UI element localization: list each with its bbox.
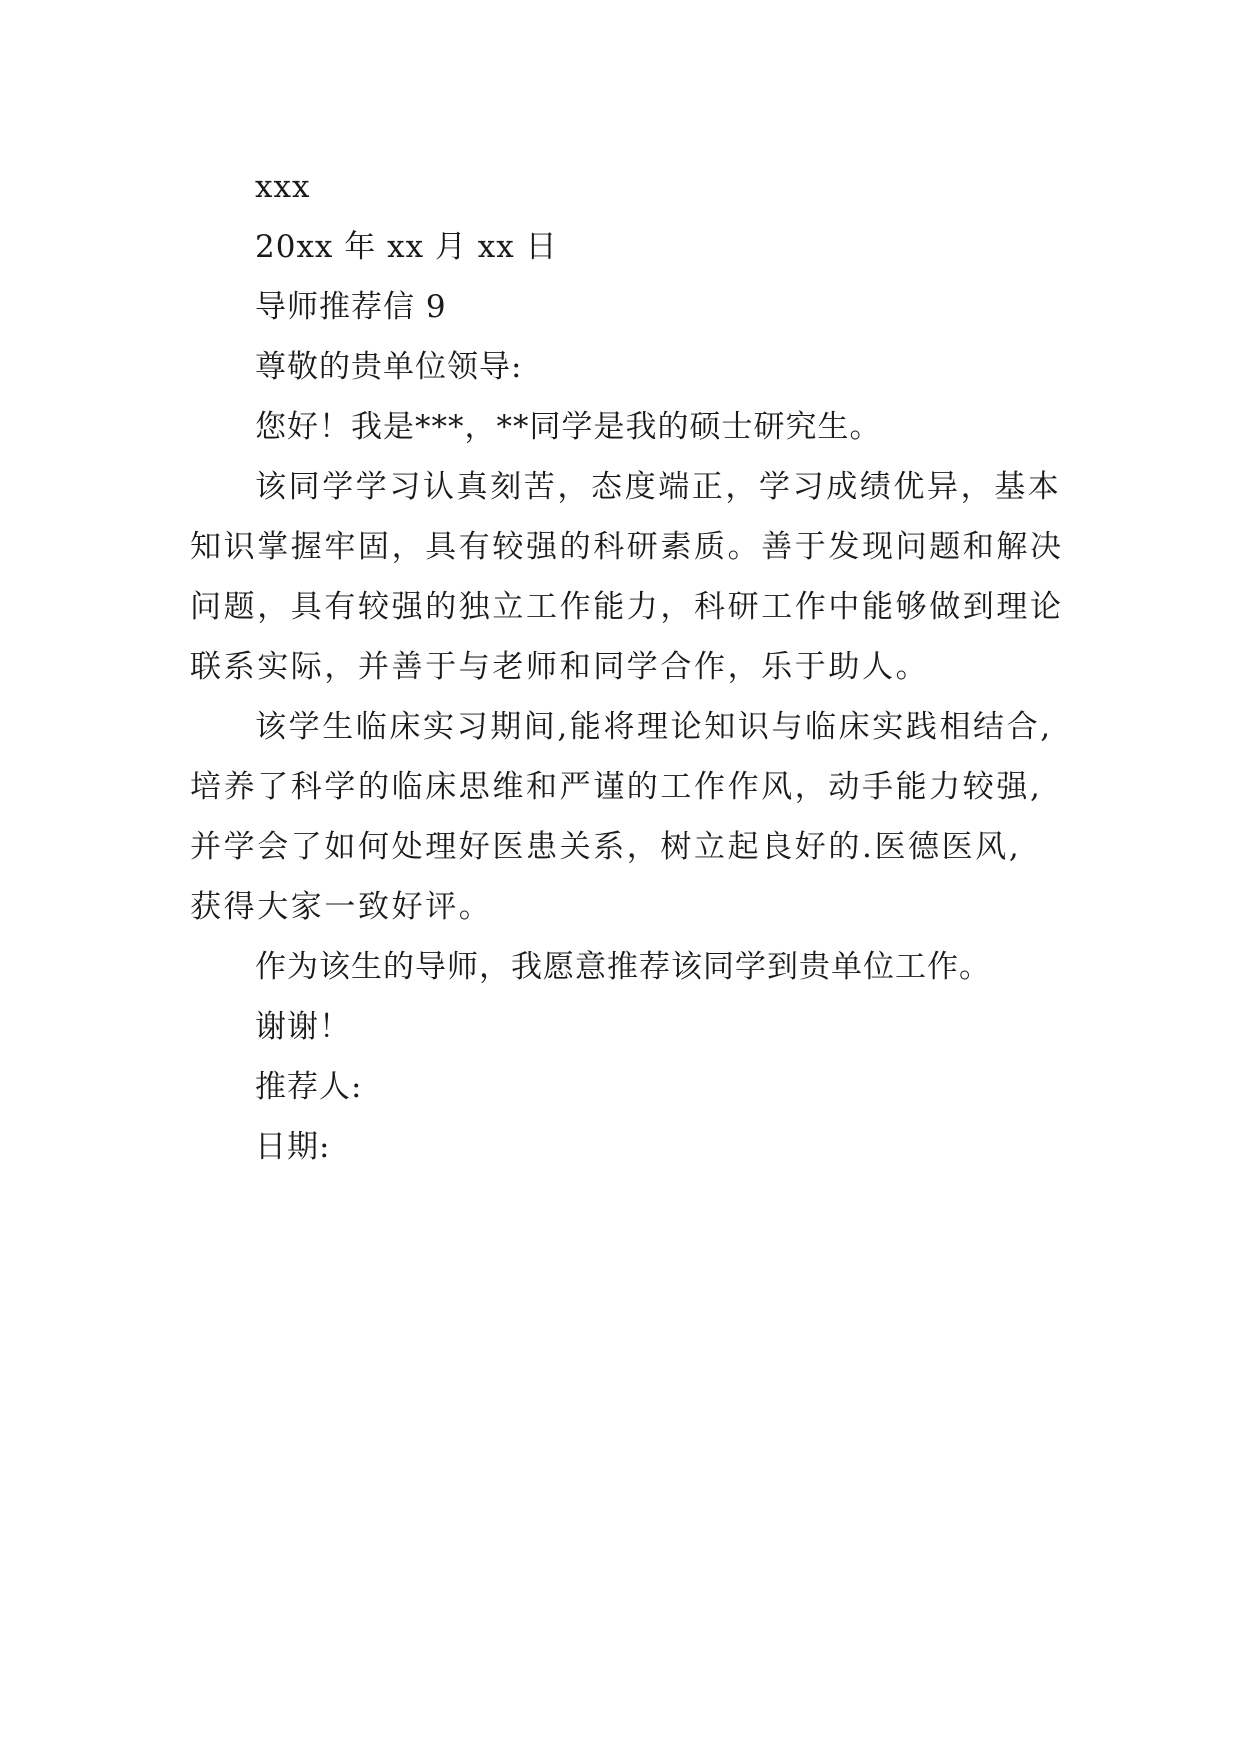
date-label: 日期: (255, 1129, 331, 1165)
paragraph-line: 该学生临床实习期间,能将理论知识与临床实践相结合, (255, 709, 1053, 745)
letter-body (190, 157, 1070, 1177)
signature-name: xxx (255, 169, 311, 205)
paragraph-line: 培养了科学的临床思维和严谨的工作作风，动手能力较强, (190, 769, 1043, 805)
recommendation-statement: 作为该生的导师，我愿意推荐该同学到贵单位工作。 (255, 949, 991, 985)
paragraph-line: 该同学学习认真刻苦，态度端正，学习成绩优异，基本 (255, 469, 1062, 505)
signature-date: 20xx 年 xx 月 xx 日 (255, 229, 558, 265)
thanks: 谢谢！ (255, 1009, 351, 1045)
paragraph-line: 问题，具有较强的独立工作能力，科研工作中能够做到理论 (190, 589, 1064, 625)
paragraph-line: 获得大家一致好评。 (190, 889, 493, 925)
paragraph-line: 知识掌握牢固，具有较强的科研素质。善于发现问题和解决 (190, 529, 1064, 565)
recommender-label: 推荐人: (255, 1069, 363, 1105)
paragraph-clinical (190, 697, 1070, 937)
paragraph-line: 联系实际，并善于与老师和同学合作，乐于助人。 (190, 649, 930, 685)
greeting: 您好！我是***，**同学是我的硕士研究生。 (255, 409, 882, 445)
letter-title: 导师推荐信 9 (255, 289, 447, 325)
paragraph-academic (190, 457, 1070, 697)
paragraph-line: 并学会了如何处理好医患关系，树立起良好的.医德医风, (190, 829, 1022, 865)
salutation: 尊敬的贵单位领导: (255, 349, 523, 385)
